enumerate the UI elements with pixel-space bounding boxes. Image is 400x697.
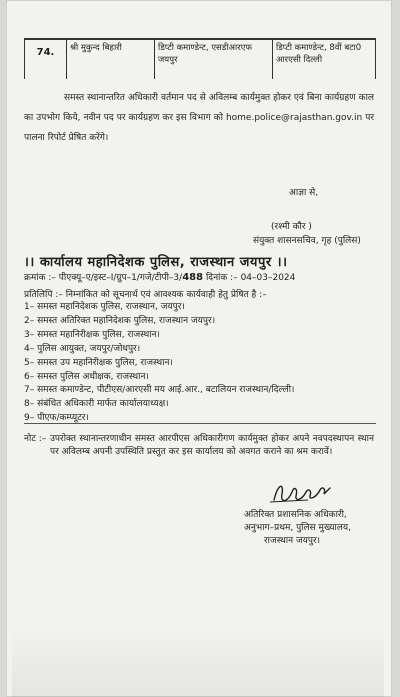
- by-order-text: आज्ञा से,: [289, 188, 319, 198]
- list-item: 9– पीएफ/कम्प्यूटर।: [24, 413, 89, 424]
- list-item: 3– समस्त महानिरीक्षक पुलिस, राजस्थान।: [24, 329, 160, 340]
- list-item: 8– संबंधित अधिकारी मार्फत कार्यालयाध्यक्ष।: [24, 399, 169, 410]
- second-signatory-line1: अतिरिक्त प्रशासनिक अधिकारी,: [244, 510, 347, 520]
- handwritten-signature: [268, 480, 338, 508]
- table-cell-serial: 74.: [25, 39, 67, 79]
- second-signatory-line3: राजस्थान जयपुर।: [264, 536, 321, 546]
- second-signatory-line2: अनुभाग–प्रथम, पुलिस मुख्यालय,: [244, 523, 351, 533]
- copy-intro: प्रतिलिपि :– निम्नांकित को सूचनार्थ एवं आवश्यक कार्यवाही हेतु प्रेषित है :–: [24, 290, 267, 300]
- date-label: दिनांक :–: [205, 273, 238, 283]
- table-cell-new-post: डिप्टी कमाण्डेन्ट, 8वीं बटा0 आरएसी दिल्ली: [276, 43, 362, 65]
- office-heading: ।। कार्यालय महानिदेशक पुलिस, राजस्थान जयपुर ।।: [24, 255, 288, 270]
- first-signatory-name: (रश्मी कौर ): [271, 222, 312, 232]
- order-paragraph: समस्त स्थानान्तरित अधिकारी वर्तमान पद से अविलम्ब कार्यमुक्त होकर एवं बिना कार्यग्रहण काल का उपभोग किये, नवीन पद पर कार्यग्रहण कर इस विभाग को home.police@rajasthan.gov.in पर पालना रिपोर्ट प्रेषित करेंगे।: [24, 93, 374, 143]
- table-cell-name: श्री मुकुन्द बिहारी: [67, 39, 155, 79]
- transfer-table: [24, 38, 376, 79]
- table-cell-current-post: डिप्टी कमाण्डेन्ट, एसडीआरएफ जयपुर: [155, 39, 273, 79]
- first-signatory-designation: संयुक्त शासनसचिव, गृह (पुलिस): [253, 236, 361, 246]
- list-item: 1– समस्त महानिदेशक पुलिस, राजस्थान, जयपुर।: [24, 302, 185, 312]
- reference-line: [24, 270, 384, 283]
- list-item: 5– समस्त उप महानिरीक्षक पुलिस, राजस्थान।: [24, 357, 173, 368]
- page-shadow: [12, 627, 384, 697]
- document-page: [6, 0, 392, 697]
- divider: [24, 423, 376, 424]
- list-item: 6– समस्त पुलिस अधीक्षक, राजस्थान।: [24, 371, 149, 382]
- reference-prefix: क्रमांक :– पीएक्यू–ए/इस्ट–I/ग्रुप–1/गजे/टीपी–3/: [24, 273, 183, 283]
- note-block: [24, 433, 374, 459]
- list-item: 4– पुलिस आयुक्त, जयपुर/जोधपुर।: [24, 343, 141, 354]
- recipient-list: [24, 301, 379, 426]
- date-value: 04–03–2024: [240, 273, 296, 283]
- note-label: नोट :–: [24, 434, 47, 444]
- list-item: 2– समस्त अतिरिक्त महानिदेशक पुलिस, राजस्थान जयपुर।: [24, 315, 216, 326]
- list-item: 7– समस्त कमाण्डेन्ट, पीटीएस/आरएसी मय आई.आर., बटालियन राजस्थान/दिल्ली।: [24, 385, 295, 396]
- note-text: उपरोक्त स्थानान्तरणाधीन समस्त आरपीएस अधिकारीगण कार्यमुक्त होकर अपने नवपदस्थापन स्थान पर अविलम्ब अपनी उपस्थिति प्रस्तुत कर इस कार्यालय को अवगत कराने का श्रम करावें।: [50, 434, 374, 457]
- reference-number: 488: [182, 272, 204, 283]
